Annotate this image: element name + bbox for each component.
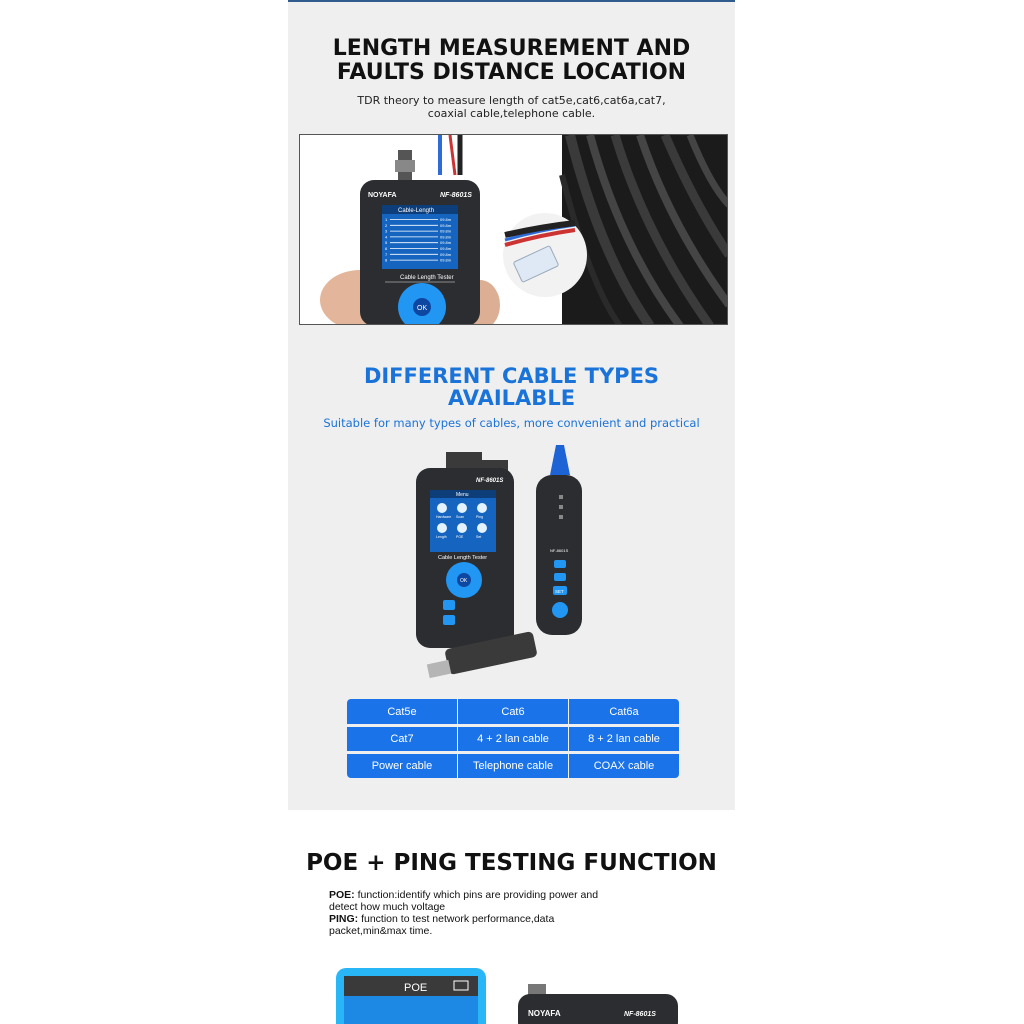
cable-type-cell: Telephone cable bbox=[458, 754, 568, 778]
length-row-index: 2 bbox=[385, 222, 388, 228]
menu-icon bbox=[457, 523, 467, 533]
length-row-value: 09.8m bbox=[440, 234, 452, 240]
tester-kit-illustration bbox=[406, 440, 626, 690]
length-row-index: 5 bbox=[385, 240, 388, 246]
cable-type-cell: Cat5e bbox=[347, 699, 457, 724]
cable-types-subtitle: Suitable for many types of cables, more convenient and practical bbox=[323, 416, 700, 430]
tester-brand: NOYAFA bbox=[368, 192, 397, 199]
cable-type-cell: 8 + 2 lan cable bbox=[569, 727, 679, 751]
ping-label: PING: bbox=[329, 913, 359, 925]
menu-icon bbox=[437, 503, 447, 513]
cable-types-title-line2: AVAILABLE bbox=[447, 386, 576, 410]
poe-illustration bbox=[328, 964, 708, 1024]
poe-screen-photo bbox=[328, 964, 708, 1024]
length-tester-illustration bbox=[300, 135, 728, 325]
cable-types-title-line1: DIFFERENT CABLE TYPES bbox=[363, 364, 660, 388]
main-ok-label: OK bbox=[460, 578, 468, 584]
cable-type-cell: 4 + 2 lan cable bbox=[458, 727, 568, 751]
menu-icon-label: Set bbox=[476, 535, 482, 539]
menu-icon-label: Hardware bbox=[436, 515, 452, 519]
menu-icon-label: Ping bbox=[476, 515, 484, 519]
length-subtitle-line1: TDR theory to measure length of cat5e,cat6,cat6a,cat7, bbox=[357, 94, 666, 107]
screen-title: Cable-Length bbox=[398, 208, 435, 214]
menu-icon bbox=[477, 503, 487, 513]
cable-types-table bbox=[347, 699, 679, 778]
length-row-value: 09.8m bbox=[440, 217, 452, 222]
product-page bbox=[288, 0, 735, 1024]
length-row-index: 8 bbox=[385, 257, 388, 263]
poe-screen-title: POE bbox=[404, 982, 428, 994]
length-row-index: 3 bbox=[385, 228, 388, 234]
menu-label: Menu bbox=[456, 492, 469, 498]
menu-icon bbox=[477, 523, 487, 533]
length-row-index: 1 bbox=[385, 217, 388, 222]
tester-kit-photo bbox=[406, 440, 626, 690]
poe-label: POE: bbox=[329, 889, 355, 901]
cable-type-cell: COAX cable bbox=[569, 754, 679, 778]
main-unit-label: Cable Length Tester bbox=[438, 555, 488, 561]
length-row-value: 09.8m bbox=[440, 246, 452, 251]
coiled-cable bbox=[562, 135, 728, 325]
length-row-value: 09.8m bbox=[440, 240, 452, 246]
poe-device-brand: NOYAFA bbox=[528, 1009, 561, 1018]
length-tester-photo bbox=[299, 134, 728, 325]
set-label: SET bbox=[555, 589, 564, 594]
length-title-line1: LENGTH MEASUREMENT AND bbox=[332, 36, 691, 61]
length-subtitle-line2: coaxial cable,telephone cable. bbox=[427, 107, 596, 120]
length-row-value: 09.8m bbox=[440, 222, 452, 228]
length-row-index: 7 bbox=[385, 251, 388, 257]
poe-ping-title: POE + PING TESTING FUNCTION bbox=[306, 850, 717, 876]
menu-icon bbox=[457, 503, 467, 513]
cable-type-cell: Cat6 bbox=[458, 699, 568, 724]
ping-description bbox=[329, 913, 619, 937]
main-unit-model: NF-8601S bbox=[476, 478, 504, 484]
ok-button-label: OK bbox=[417, 305, 428, 312]
menu-icon bbox=[437, 523, 447, 533]
tester-label: Cable Length Tester bbox=[400, 275, 454, 281]
cable-type-cell: Cat7 bbox=[347, 727, 457, 751]
ping-text: function to test network performance,data packet,min&max time. bbox=[329, 913, 555, 937]
poe-text: function:identify which pins are providing power and detect how much voltage bbox=[329, 889, 599, 913]
probe-tip bbox=[550, 445, 570, 475]
tester-model: NF-8601S bbox=[440, 192, 472, 199]
poe-device-model: NF-8601S bbox=[624, 1011, 656, 1018]
length-title-line2: FAULTS DISTANCE LOCATION bbox=[336, 60, 687, 85]
main-unit-screen bbox=[430, 490, 496, 552]
poe-ping-description bbox=[329, 889, 619, 937]
length-row-index: 4 bbox=[385, 234, 388, 240]
poe-description bbox=[329, 889, 619, 913]
length-row-value: 09.8m bbox=[440, 251, 452, 257]
menu-icon-label: POE bbox=[456, 535, 464, 539]
menu-icon-label: Length bbox=[436, 535, 447, 539]
menu-icon-label: Scan bbox=[456, 515, 464, 519]
length-row-value: 09.8m bbox=[440, 228, 452, 234]
remote-model: NF-8601S bbox=[550, 548, 569, 553]
length-row-value: 09.8m bbox=[440, 257, 452, 263]
length-row-index: 6 bbox=[385, 246, 388, 251]
cable-type-cell: Power cable bbox=[347, 754, 457, 778]
cable-type-cell: Cat6a bbox=[569, 699, 679, 724]
